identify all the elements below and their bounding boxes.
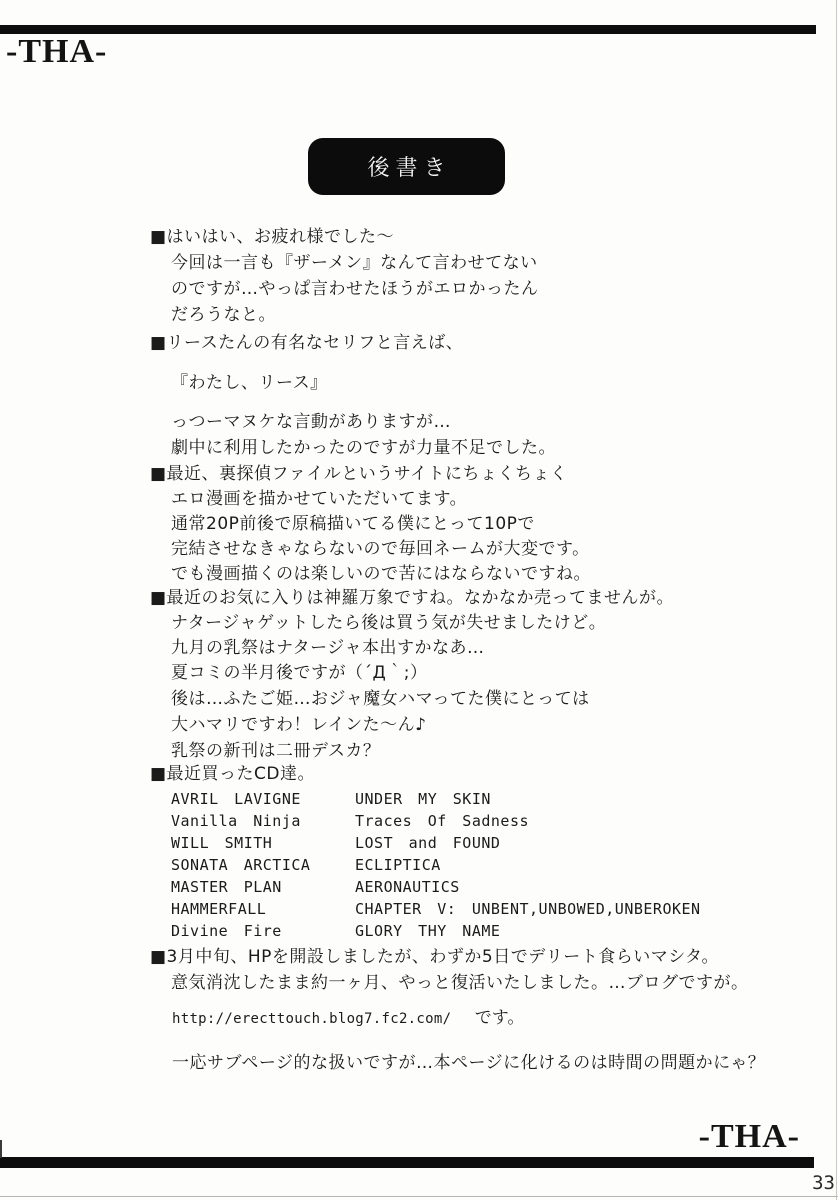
- paragraph-blog-news: [150, 944, 749, 996]
- text-line: だろうなと。: [171, 305, 276, 325]
- paragraph-futagohime: [150, 686, 590, 764]
- text-line: 通常20P前後で原稿描いてる僕にとって10Pで: [171, 514, 535, 534]
- cd-album: LOST and FOUND: [355, 834, 501, 852]
- text-line: 今回は一言も『ザーメン』なんて言わせてない: [171, 253, 538, 273]
- text-line: 夏コミの半月後ですが（´Д｀;）: [171, 663, 428, 683]
- afterword-title-box: [308, 138, 505, 195]
- cd-artist: WILL SMITH: [171, 834, 273, 852]
- circle-name-footer: -THA-: [698, 1118, 800, 1155]
- paragraph-favorites: [150, 586, 674, 686]
- cd-artist: AVRIL LAVIGNE: [171, 790, 301, 808]
- text-line: ナタージャゲットしたら後は買う気が失せましたけど。: [171, 613, 607, 633]
- scan-edge-right: [836, 0, 837, 1200]
- cd-list-heading: ■最近買ったCD達。: [150, 764, 316, 784]
- afterword-title: 後書き: [367, 156, 452, 181]
- text-line: 大ハマリですわ！レインた～ん♪: [171, 715, 427, 735]
- blog-url-suffix: です。: [474, 1008, 525, 1028]
- paragraph-greeting: [150, 224, 539, 328]
- text-line: っつーマヌケな言動がありますが…: [171, 412, 451, 432]
- text-line: ■最近、裏探偵ファイルというサイトにちょくちょく: [150, 464, 568, 484]
- cd-list-section: [150, 762, 701, 942]
- paragraph-website-manga: [150, 462, 591, 587]
- blog-url-line: [172, 1003, 524, 1028]
- cd-artist: HAMMERFALL: [171, 900, 267, 918]
- cd-artist: MASTER PLAN: [171, 878, 282, 896]
- text-line: 意気消沈したまま約一ヶ月、やっと復活いたしました。…ブログですが。: [171, 973, 749, 993]
- blog-url: http://erecttouch.blog7.fc2.com/: [172, 1011, 452, 1027]
- cd-album: UNDER MY SKIN: [355, 790, 491, 808]
- text-line: 劇中に利用したかったのですが力量不足でした。: [171, 438, 556, 458]
- text-line: 完結させなきゃならないので毎回ネームが大変です。: [171, 539, 590, 559]
- text-line: ■はいはい、お疲れ様でした～: [150, 227, 395, 247]
- text-line: のですが…やっぱ言わせたほうがエロかったん: [171, 279, 539, 299]
- text-line: 後は…ふたご姫…おジャ魔女ハマってた僕にとっては: [171, 689, 590, 709]
- cd-album: AERONAUTICS: [355, 878, 460, 896]
- cd-artist: Divine Fire: [171, 922, 282, 940]
- text-line: ■3月中旬、HPを開設しましたが、わずか5日でデリート食らいマシタ。: [150, 947, 720, 967]
- cd-album: CHAPTER V: UNBENT,UNBOWED,UNBEROKEN: [355, 900, 701, 918]
- quote-line: 『わたし、リース』: [171, 373, 328, 393]
- text-line: でも漫画描くのは楽しいので苦にはならないですね。: [171, 564, 591, 584]
- scan-edge-left: [0, 1140, 2, 1158]
- bottom-rule: [0, 1157, 814, 1168]
- paragraph-riesz-quote: [150, 330, 556, 461]
- text-line: ■最近のお気に入りは神羅万象ですね。なかなか売ってませんが。: [150, 588, 675, 608]
- text-line: エロ漫画を描かせていただいてます。: [171, 489, 468, 509]
- text-line: 乳祭の新刊は二冊デスカ？: [171, 741, 381, 761]
- cd-list: [171, 788, 701, 942]
- circle-name-header: -THA-: [6, 33, 108, 70]
- cd-album: ECLIPTICA: [355, 856, 441, 874]
- text-line: ■リースたんの有名なセリフと言えば、: [150, 333, 464, 353]
- text-line: 九月の乳祭はナタージャ本出すかなあ…: [171, 638, 485, 658]
- cd-album: Traces Of Sadness: [355, 812, 530, 830]
- scan-edge-bottom: [0, 1196, 838, 1197]
- page-number: 33: [812, 1172, 835, 1194]
- cd-artist: SONATA ARCTICA: [171, 856, 311, 874]
- top-rule: [0, 25, 816, 34]
- closing-remark: 一応サブページ的な扱いですが…本ページに化けるのは時間の問題かにゃ？: [172, 1053, 766, 1073]
- cd-album: GLORY THY NAME: [355, 922, 501, 940]
- cd-artist: Vanilla Ninja: [171, 812, 301, 830]
